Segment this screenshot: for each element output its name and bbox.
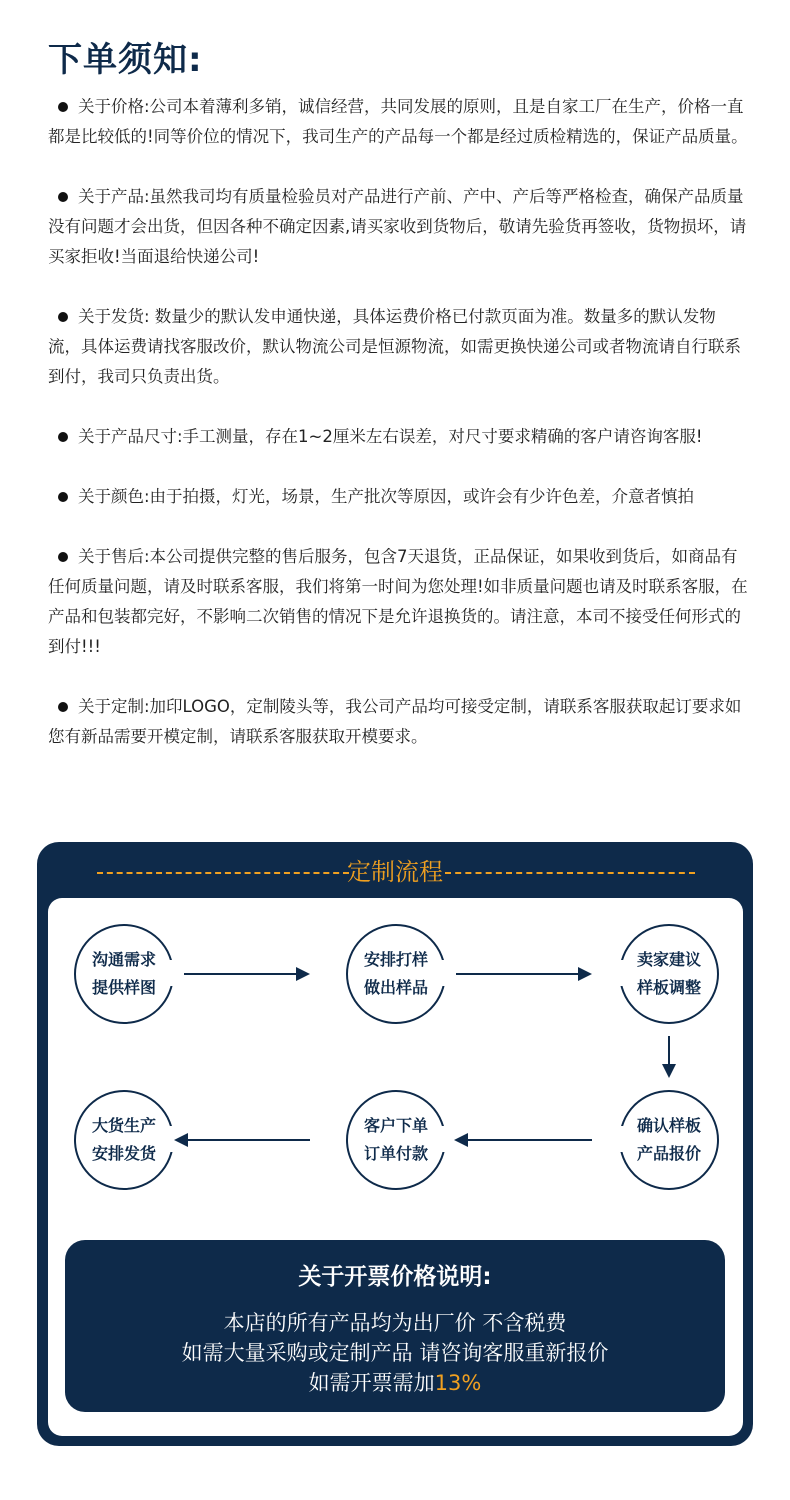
note-color (48, 482, 748, 512)
invoice-line (65, 1368, 725, 1398)
step-line2: 产品报价 (636, 1144, 701, 1163)
page-title: 下单须知: (48, 40, 203, 80)
process-heading: 定制流程 (347, 858, 443, 886)
step-line1: 安排打样 (363, 950, 428, 969)
invoice-line: 如需大量采购或定制产品 请咨询客服重新报价 (181, 1341, 609, 1365)
step-line1: 大货生产 (91, 1116, 156, 1135)
note-product (48, 182, 748, 272)
arrow-left-icon (176, 1139, 310, 1141)
invoice-tax-text: 如需开票需加 (308, 1371, 435, 1395)
bullet-icon (58, 192, 68, 202)
bullet-icon (58, 432, 68, 442)
arrow-down-icon (668, 1036, 670, 1076)
step-communicate (74, 924, 174, 1024)
note-text: 关于售后:本公司提供完整的售后服务，包含7天退货，正品保证，如果收到货后，如商品有任何质量问题，请及时联系客服，我们将第一时间为您处理!如非质量问题也请及时联系客服，在产品和包装都完好，不影响二次销售的情况下是允许退换货的。请注意，本司不接受任何形式的到付!!! (48, 547, 748, 656)
bullet-icon (58, 102, 68, 112)
note-text: 关于发货: 数量少的默认发申通快递，具体运费价格已付款页面为准。数量多的默认发物流，具体运费请找客服改价，默认物流公司是恒源物流，如需更换快递公司或者物流请自行联系到付，我司只负责出货。 (48, 307, 741, 386)
note-aftersale (48, 542, 748, 662)
process-card (48, 898, 743, 1436)
note-size (48, 422, 748, 452)
step-line2: 安排发货 (91, 1144, 156, 1163)
note-text: 关于价格:公司本着薄利多销，诚信经营，共同发展的原则，且是自家工厂在生产，价格一直都是比较低的!同等价位的情况下，我司生产的产品每一个都是经过质检精选的，保证产品质量。 (48, 97, 748, 146)
note-text: 关于颜色:由于拍摄，灯光，场景，生产批次等原因，或许会有少许色差，介意者慎拍 (78, 487, 695, 506)
step-line2: 订单付款 (363, 1144, 428, 1163)
note-price (48, 92, 748, 152)
step-line1: 确认样板 (636, 1116, 701, 1135)
invoice-note (65, 1240, 725, 1412)
step-production (74, 1090, 174, 1190)
bullet-icon (58, 312, 68, 322)
arrow-left-icon (456, 1139, 592, 1141)
step-line2: 样板调整 (636, 978, 701, 997)
note-text: 关于产品尺寸:手工测量，存在1~2厘米左右误差，对尺寸要求精确的客户请咨询客服! (78, 427, 703, 446)
bullet-icon (58, 552, 68, 562)
custom-process-panel (37, 842, 753, 1446)
note-shipping (48, 302, 748, 392)
arrow-right-icon (456, 973, 590, 975)
step-sample (346, 924, 446, 1024)
invoice-tax-rate: 13% (434, 1371, 482, 1395)
arrow-right-icon (184, 973, 308, 975)
note-text: 关于产品:虽然我司均有质量检验员对产品进行产前、产中、产后等严格检查，确保产品质量没有问题才会出货，但因各种不确定因素,请买家收到货物后，敬请先验货再签收，货物损坏，请买家拒收!当面退给快递公司! (48, 187, 747, 266)
invoice-title: 关于开票价格说明: (298, 1264, 492, 1290)
step-line2: 提供样图 (91, 978, 156, 997)
note-text: 关于定制:加印LOGO，定制陵头等，我公司产品均可接受定制，请联系客服获取起订要求如您有新品需要开模定制，请联系客服获取开模要求。 (48, 697, 742, 746)
step-line1: 沟通需求 (91, 950, 156, 969)
bullet-icon (58, 702, 68, 712)
step-line2: 做出样品 (363, 978, 428, 997)
step-quote (619, 1090, 719, 1190)
step-line1: 卖家建议 (636, 950, 701, 969)
bullet-icon (58, 492, 68, 502)
step-line1: 客户下单 (363, 1116, 428, 1135)
step-adjust (619, 924, 719, 1024)
invoice-line: 本店的所有产品均为出厂价 不含税费 (223, 1311, 567, 1335)
notes-list (48, 92, 748, 782)
step-order (346, 1090, 446, 1190)
note-custom (48, 692, 748, 752)
